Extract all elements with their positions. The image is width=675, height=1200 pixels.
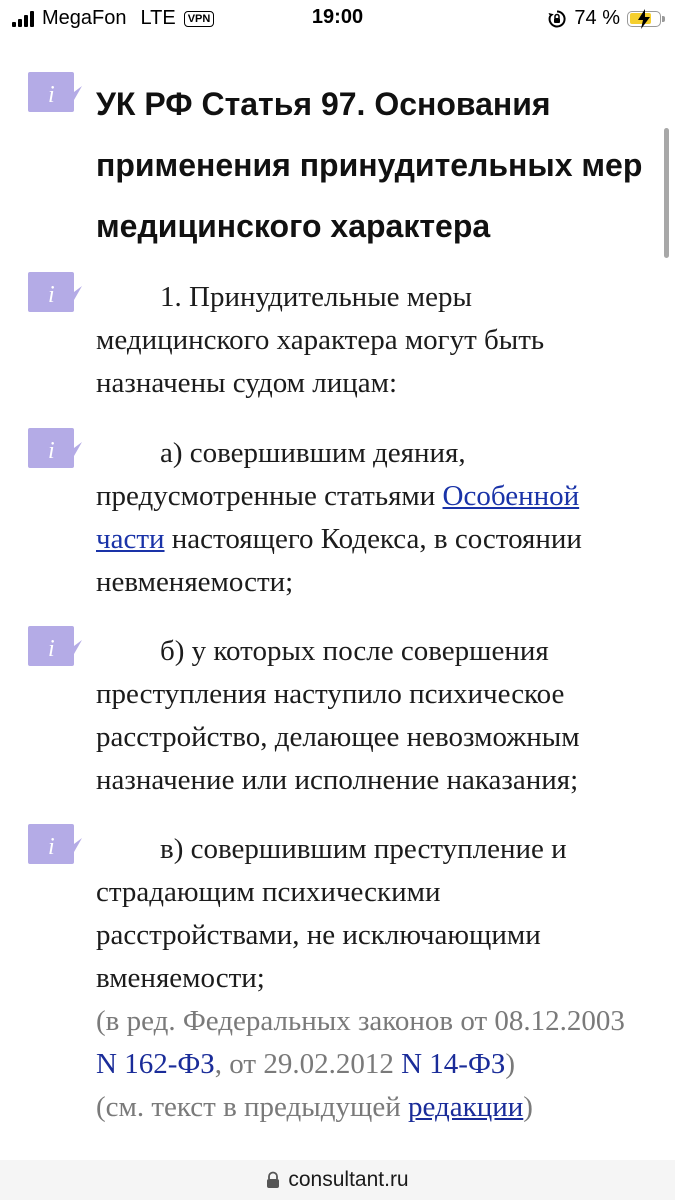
clock: 19:00 <box>311 6 364 28</box>
amendment-note <box>96 1000 646 1086</box>
law-162-fz-link[interactable]: N 162-ФЗ <box>96 1048 215 1080</box>
info-icon[interactable] <box>28 428 82 468</box>
note-text: ) <box>523 1091 533 1123</box>
info-icon[interactable] <box>28 72 82 112</box>
note-text: , от 29.02.2012 <box>214 1048 402 1080</box>
battery-percent: 74 % <box>574 7 620 29</box>
paragraph-a <box>96 432 646 604</box>
paragraph-a-text: а) совершившим деяния, предусмотренные статьями <box>96 437 466 512</box>
battery-icon <box>627 11 661 27</box>
svg-text:i: i <box>48 282 55 308</box>
info-icon[interactable] <box>28 272 82 312</box>
note-text: (см. текст в предыдущей <box>96 1091 409 1123</box>
special-part-link[interactable]: Особенной части <box>96 480 580 555</box>
carrier-name: MegaFon <box>42 7 127 29</box>
law-14-fz-link[interactable]: N 14-ФЗ <box>401 1048 506 1080</box>
paragraph-a-text-end: настоящего Кодекса, в состоянии невменяемости; <box>96 523 582 598</box>
svg-text:i: i <box>48 834 55 860</box>
note-text: (в ред. Федеральных законов от 08.12.2003 <box>96 1005 625 1037</box>
article-title: УК РФ Статья 97. Основания применения принудительных мер медицинского характера <box>96 86 643 244</box>
paragraph-c-block <box>96 828 646 1129</box>
info-icon[interactable] <box>28 824 82 864</box>
paragraph-c: в) совершившим преступление и страдающим психическими расстройствами, не исключающими вменяемости; <box>96 833 567 994</box>
vpn-icon: VPN <box>184 11 215 27</box>
padlock-icon <box>266 1171 280 1189</box>
info-icon[interactable] <box>28 626 82 666</box>
previous-edition-link[interactable]: редакции <box>408 1091 524 1123</box>
address-bar[interactable] <box>0 1160 675 1200</box>
orientation-lock-icon <box>547 9 567 29</box>
scrollbar[interactable] <box>664 128 669 258</box>
url-domain: consultant.ru <box>288 1168 409 1191</box>
paragraph-b: б) у которых после совершения преступления наступило психическое расстройство, делающее невозможным назначение или исполнение наказания; <box>96 635 580 796</box>
previous-edition-note <box>96 1086 646 1129</box>
paragraph-1: 1. Принудительные меры медицинского характера могут быть назначены судом лицам: <box>96 281 545 399</box>
network-type: LTE <box>140 7 176 29</box>
svg-text:i: i <box>48 82 55 108</box>
status-bar <box>0 0 675 40</box>
svg-text:i: i <box>48 438 55 464</box>
note-text: ) <box>505 1048 516 1080</box>
svg-text:i: i <box>48 636 55 662</box>
